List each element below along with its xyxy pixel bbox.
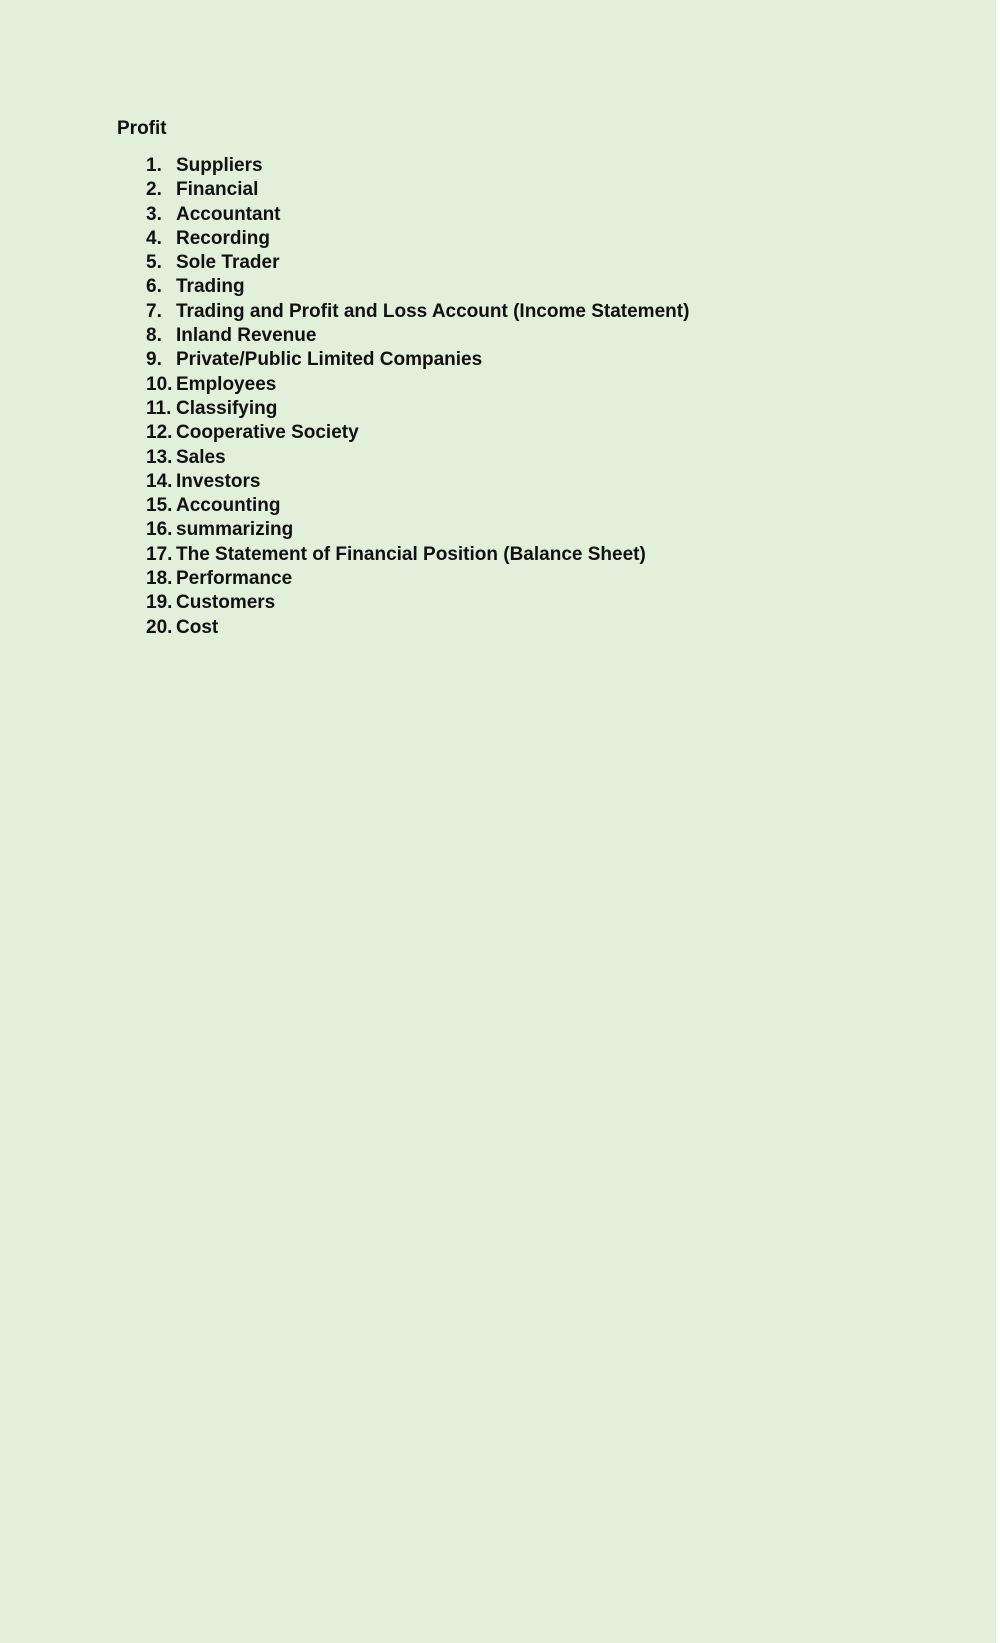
item-text: Employees: [176, 373, 277, 395]
list-item: [146, 470, 689, 494]
item-text: Accounting: [176, 495, 281, 517]
item-number: 15.: [146, 495, 173, 517]
item-text: Private/Public Limited Companies: [176, 349, 483, 371]
item-number: 4.: [146, 227, 162, 249]
item-text: summarizing: [176, 519, 294, 541]
item-number: 5.: [146, 252, 162, 274]
item-number: 8.: [146, 325, 162, 347]
list-item: [146, 178, 689, 202]
list-item: [146, 543, 689, 567]
item-text: The Statement of Financial Position (Balance Sheet): [176, 543, 646, 565]
item-text: Suppliers: [176, 155, 263, 176]
list-item: [146, 446, 689, 470]
list-item: [146, 421, 689, 445]
list-item: [146, 227, 689, 251]
item-text: Trading and Profit and Loss Account (Income Statement): [176, 300, 690, 322]
list-item: [146, 567, 689, 591]
item-text: Trading: [176, 276, 245, 298]
item-text: Financial: [176, 179, 259, 201]
list-item: [146, 494, 689, 518]
item-number: 1.: [146, 155, 162, 176]
item-text: Sales: [176, 446, 226, 468]
list-item: [146, 275, 689, 299]
item-text: Customers: [176, 592, 276, 614]
item-number: 7.: [146, 300, 162, 322]
list-item: [146, 154, 689, 178]
item-text: Cost: [176, 616, 219, 638]
item-number: 11.: [146, 397, 172, 419]
item-text: Investors: [176, 470, 261, 492]
term-list: [146, 154, 689, 640]
item-text: Accountant: [176, 203, 281, 225]
list-item: [146, 616, 689, 640]
list-item: [146, 300, 689, 324]
list-item: [146, 397, 689, 421]
list-item: [146, 348, 689, 372]
item-number: 17.: [146, 543, 173, 565]
item-text: Inland Revenue: [176, 325, 317, 347]
item-number: 9.: [146, 349, 162, 371]
item-number: 6.: [146, 276, 162, 298]
page-heading: Profit: [117, 118, 167, 139]
item-text: Sole Trader: [176, 252, 280, 274]
item-text: Recording: [176, 227, 270, 249]
list-item: [146, 203, 689, 227]
list-item: [146, 251, 689, 275]
item-number: 19.: [146, 592, 173, 614]
item-number: 3.: [146, 203, 162, 225]
item-number: 20.: [146, 616, 173, 638]
item-number: 14.: [146, 470, 173, 492]
item-number: 16.: [146, 519, 173, 541]
item-number: 18.: [146, 568, 173, 590]
item-number: 2.: [146, 179, 162, 201]
item-number: 10.: [146, 373, 173, 395]
item-text: Classifying: [176, 397, 278, 419]
list-item: [146, 324, 689, 348]
list-item: [146, 518, 689, 542]
list-item: [146, 591, 689, 615]
item-text: Performance: [176, 568, 293, 590]
list-item: [146, 373, 689, 397]
item-text: Cooperative Society: [176, 422, 359, 444]
item-number: 13.: [146, 446, 173, 468]
item-number: 12.: [146, 422, 173, 444]
